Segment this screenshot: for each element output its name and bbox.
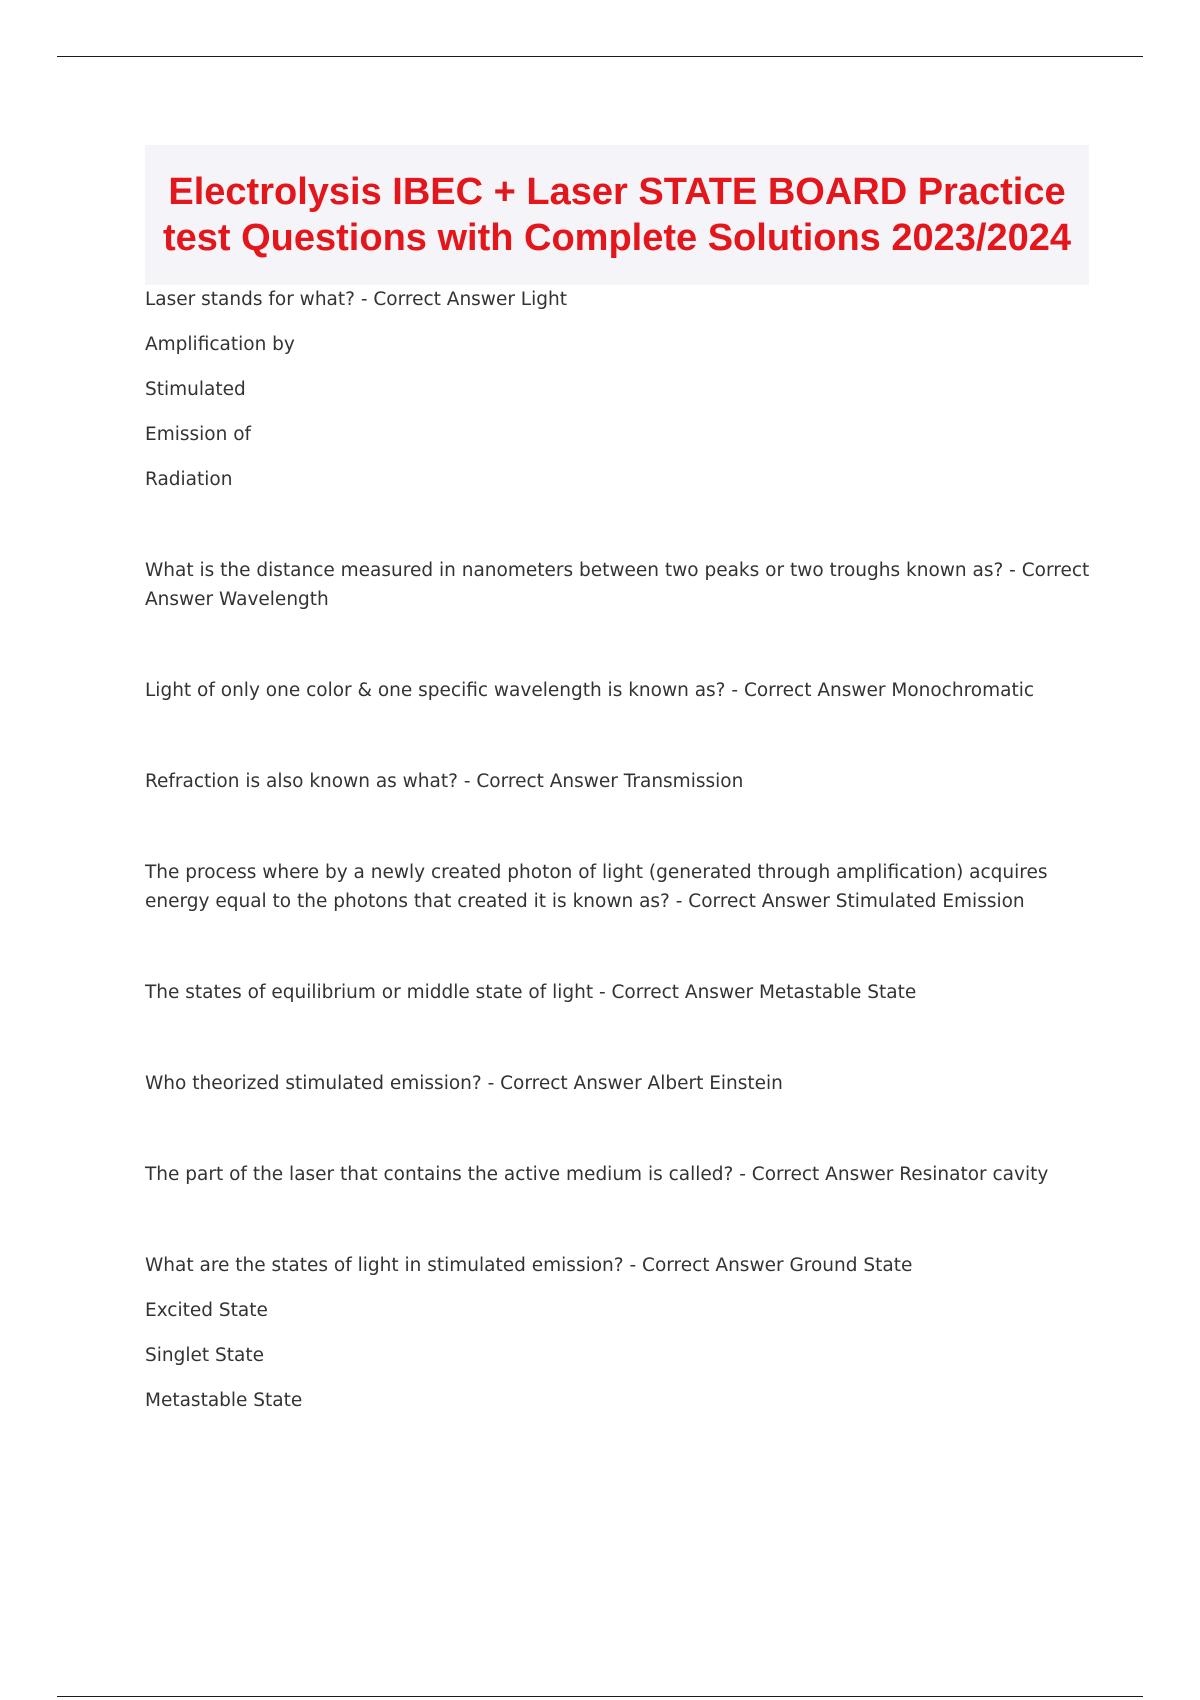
qa-paragraph: Laser stands for what? - Correct Answer Light xyxy=(145,289,567,310)
qa-paragraph: Radiation xyxy=(145,469,233,490)
qa-paragraph: Metastable State xyxy=(145,1390,303,1411)
qa-paragraph: Singlet State xyxy=(145,1345,264,1366)
title-banner xyxy=(145,145,1089,285)
qa-paragraph: Emission of xyxy=(145,424,252,445)
qa-paragraph: The states of equilibrium or middle state of light - Correct Answer Metastable State xyxy=(145,982,917,1003)
qa-paragraph: Who theorized stimulated emission? - Correct Answer Albert Einstein xyxy=(145,1073,783,1094)
qa-paragraph: What are the states of light in stimulated emission? - Correct Answer Ground State xyxy=(145,1255,913,1276)
qa-paragraph: The part of the laser that contains the active medium is called? - Correct Answer Resinator cavity xyxy=(145,1164,1049,1185)
qa-paragraph: Stimulated xyxy=(145,379,246,400)
bottom-rule xyxy=(57,1696,1143,1697)
qa-paragraph: The process where by a newly created photon of light (generated through amplification) acquires energy equal to the photons that created it is known as? - Correct Answer Stimulated Emission xyxy=(145,862,1054,912)
top-rule xyxy=(57,56,1143,57)
qa-paragraph: Refraction is also known as what? - Correct Answer Transmission xyxy=(145,771,744,792)
qa-paragraph: What is the distance measured in nanometers between two peaks or two troughs known as? - Correct Answer Wavelength xyxy=(145,560,1096,610)
qa-paragraph: Excited State xyxy=(145,1300,268,1321)
document-title: Electrolysis IBEC + Laser STATE BOARD Practice test Questions with Complete Solutions 2023/2024 xyxy=(162,171,1071,259)
qa-paragraph: Amplification by xyxy=(145,334,295,355)
qa-paragraph: Light of only one color & one specific wavelength is known as? - Correct Answer Monochromatic xyxy=(145,680,1035,701)
question-list xyxy=(145,285,1095,1415)
